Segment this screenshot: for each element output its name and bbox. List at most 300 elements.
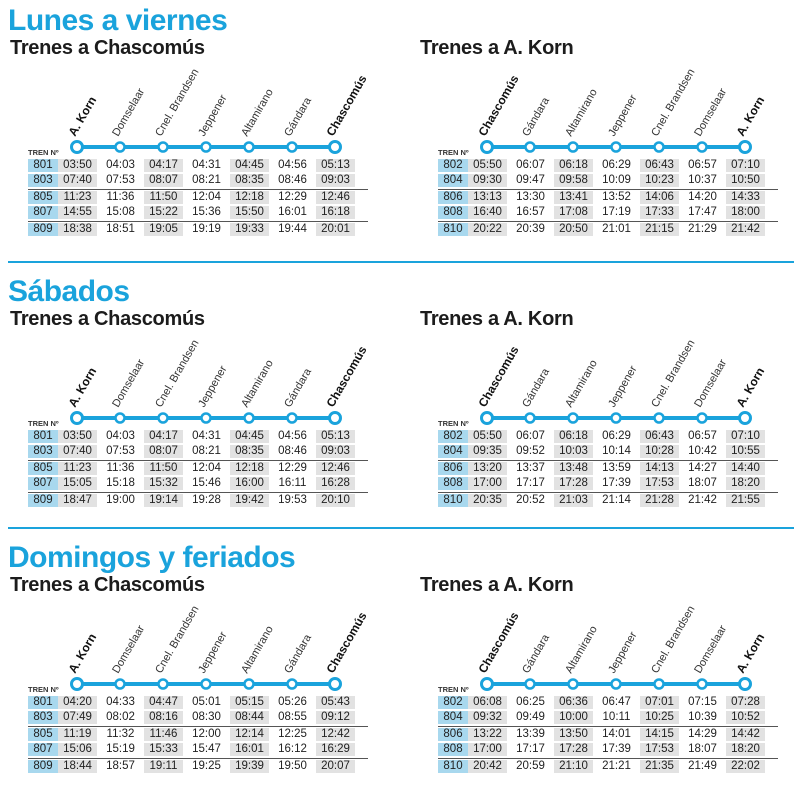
train-number: 801 (28, 159, 58, 172)
station-label: Jeppener (606, 363, 640, 410)
time-cell: 10:37 (688, 174, 717, 186)
time-cell: 08:07 (144, 445, 183, 458)
station-label: Domselaar (110, 357, 148, 410)
time-cell: 19:50 (278, 760, 307, 772)
time-cell: 17:33 (640, 206, 679, 219)
time-cell: 04:17 (144, 430, 183, 443)
station-label: A. Korn (733, 630, 768, 676)
time-cell: 09:32 (468, 711, 507, 724)
time-cell: 12:00 (192, 728, 221, 740)
time-cell: 11:23 (58, 191, 97, 204)
time-cell: 03:50 (58, 430, 97, 443)
table-row (28, 696, 368, 709)
time-cell: 13:59 (602, 462, 631, 474)
time-cell: 18:20 (726, 743, 765, 756)
time-cell: 22:02 (726, 760, 765, 773)
terminal-station-dot (72, 142, 83, 153)
time-cell: 06:29 (602, 430, 631, 442)
station-label: Gándara (282, 632, 315, 676)
train-number: 803 (28, 711, 58, 724)
station-dot (655, 414, 664, 423)
route-line-diagram (10, 4, 398, 144)
time-cell: 16:01 (278, 206, 307, 218)
time-cell: 09:52 (516, 445, 545, 457)
time-cell: 14:29 (688, 728, 717, 740)
table-row (438, 696, 778, 709)
row-group-divider (28, 221, 368, 222)
time-cell: 09:49 (516, 711, 545, 723)
row-group-divider (438, 726, 778, 727)
table-row (438, 174, 778, 187)
time-cell: 11:23 (58, 462, 97, 475)
time-cell: 16:57 (516, 206, 545, 218)
time-cell: 16:12 (278, 743, 307, 755)
time-cell: 18:07 (688, 743, 717, 755)
station-label: Cnel. Brandsen (649, 603, 698, 676)
time-cell: 06:57 (688, 430, 717, 442)
time-cell: 20:01 (316, 223, 355, 236)
station-dot (159, 414, 168, 423)
train-number: 804 (438, 174, 468, 187)
time-cell: 13:39 (516, 728, 545, 740)
time-cell: 12:25 (278, 728, 307, 740)
time-cell: 15:08 (106, 206, 135, 218)
time-cell: 05:50 (468, 159, 507, 172)
table-row (28, 477, 368, 490)
time-cell: 16:18 (316, 206, 355, 219)
time-cell: 08:30 (192, 711, 221, 723)
timetable (420, 541, 800, 791)
time-cell: 09:12 (316, 711, 355, 724)
time-cell: 17:28 (554, 743, 593, 756)
terminal-station-dot (330, 142, 341, 153)
timetable-title: Trenes a A. Korn (420, 308, 574, 330)
train-number-header: TREN Nº (438, 685, 469, 694)
terminal-station-dot (330, 413, 341, 424)
station-label: Cnel. Brandsen (153, 66, 202, 139)
station-dot (698, 143, 707, 152)
time-cell: 13:30 (516, 191, 545, 203)
time-cell: 10:03 (554, 445, 593, 458)
station-label: Gándara (520, 366, 553, 410)
station-dot (526, 143, 535, 152)
time-cell: 06:47 (602, 696, 631, 708)
time-cell: 07:28 (726, 696, 765, 709)
station-label: Gándara (282, 366, 315, 410)
time-cell: 09:03 (316, 174, 355, 187)
train-number: 807 (28, 206, 58, 219)
table-row (438, 760, 778, 773)
time-cell: 18:57 (106, 760, 135, 772)
terminal-station-dot (740, 142, 751, 153)
time-cell: 10:14 (602, 445, 631, 457)
time-cell: 10:11 (602, 711, 631, 723)
station-label: A. Korn (733, 93, 768, 139)
table-row (28, 206, 368, 219)
time-cell: 09:47 (516, 174, 545, 186)
time-cell: 05:26 (278, 696, 307, 708)
train-number-header: TREN Nº (28, 685, 59, 694)
train-number: 803 (28, 445, 58, 458)
time-cell: 18:20 (726, 477, 765, 490)
time-cell: 19:44 (278, 223, 307, 235)
time-cell: 14:27 (688, 462, 717, 474)
train-number: 808 (438, 206, 468, 219)
time-cell: 15:46 (192, 477, 221, 489)
time-cell: 14:15 (640, 728, 679, 741)
time-cell: 08:21 (192, 174, 221, 186)
time-cell: 06:36 (554, 696, 593, 709)
terminal-station-dot (482, 413, 493, 424)
route-line-diagram (10, 275, 398, 415)
time-cell: 10:42 (688, 445, 717, 457)
time-cell: 04:31 (192, 159, 221, 171)
time-cell: 12:04 (192, 191, 221, 203)
table-row (28, 743, 368, 756)
table-row (28, 760, 368, 773)
station-label: Cnel. Brandsen (649, 337, 698, 410)
time-cell: 13:52 (602, 191, 631, 203)
time-cell: 14:42 (726, 728, 765, 741)
train-number: 807 (28, 477, 58, 490)
time-cell: 20:22 (468, 223, 507, 236)
table-row (28, 223, 368, 236)
station-label: Domselaar (110, 86, 148, 139)
time-cell: 15:32 (144, 477, 183, 490)
station-label: Chascomús (323, 72, 370, 139)
time-cell: 15:36 (192, 206, 221, 218)
time-cell: 14:40 (726, 462, 765, 475)
time-cell: 05:50 (468, 430, 507, 443)
station-label: Jeppener (606, 92, 640, 139)
time-cell: 13:13 (468, 191, 507, 204)
time-cell: 12:18 (230, 191, 269, 204)
terminal-station-dot (482, 679, 493, 690)
time-cell: 12:46 (316, 191, 355, 204)
row-group-divider (438, 189, 778, 190)
train-number: 810 (438, 760, 468, 773)
station-label: Jeppener (196, 92, 230, 139)
time-cell: 19:19 (192, 223, 221, 235)
station-dot (288, 143, 297, 152)
time-cell: 19:33 (230, 223, 269, 236)
train-number: 810 (438, 223, 468, 236)
time-cell: 17:17 (516, 743, 545, 755)
table-row (28, 494, 368, 507)
time-cell: 21:28 (640, 494, 679, 507)
time-cell: 05:15 (230, 696, 269, 709)
time-cell: 12:42 (316, 728, 355, 741)
station-dot (116, 680, 125, 689)
time-cell: 12:04 (192, 462, 221, 474)
table-row (438, 728, 778, 741)
station-label: Chascomús (323, 343, 370, 410)
time-cell: 18:07 (688, 477, 717, 489)
table-row (438, 494, 778, 507)
table-row (438, 159, 778, 172)
station-dot (288, 680, 297, 689)
time-cell: 05:13 (316, 159, 355, 172)
train-number: 809 (28, 494, 58, 507)
train-number: 804 (438, 711, 468, 724)
time-cell: 15:18 (106, 477, 135, 489)
time-cell: 19:05 (144, 223, 183, 236)
table-row (438, 206, 778, 219)
time-cell: 11:19 (58, 728, 97, 741)
time-cell: 13:48 (554, 462, 593, 475)
time-cell: 21:29 (688, 223, 717, 235)
time-cell: 19:53 (278, 494, 307, 506)
timetable-title: Trenes a Chascomús (10, 574, 205, 596)
time-cell: 21:35 (640, 760, 679, 773)
station-label: Domselaar (692, 86, 730, 139)
time-cell: 07:15 (688, 696, 717, 708)
time-cell: 06:08 (468, 696, 507, 709)
train-number: 809 (28, 223, 58, 236)
time-cell: 06:29 (602, 159, 631, 171)
table-row (28, 445, 368, 458)
time-cell: 20:42 (468, 760, 507, 773)
row-group-divider (438, 492, 778, 493)
time-cell: 08:46 (278, 445, 307, 457)
time-cell: 10:50 (726, 174, 765, 187)
table-row (28, 191, 368, 204)
time-cell: 10:23 (640, 174, 679, 187)
time-cell: 15:33 (144, 743, 183, 756)
train-number-header: TREN Nº (28, 419, 59, 428)
train-number: 805 (28, 462, 58, 475)
station-label: Altamirano (239, 623, 276, 676)
time-cell: 13:20 (468, 462, 507, 475)
table-row (438, 477, 778, 490)
time-cell: 14:20 (688, 191, 717, 203)
time-cell: 04:45 (230, 430, 269, 443)
row-group-divider (28, 758, 368, 759)
time-cell: 20:10 (316, 494, 355, 507)
station-label: Altamirano (239, 357, 276, 410)
time-cell: 04:33 (106, 696, 135, 708)
station-label: Altamirano (563, 623, 600, 676)
train-number: 807 (28, 743, 58, 756)
row-group-divider (28, 726, 368, 727)
time-cell: 11:36 (106, 191, 135, 203)
time-cell: 17:00 (468, 743, 507, 756)
time-cell: 18:44 (58, 760, 97, 773)
time-cell: 10:00 (554, 711, 593, 724)
time-cell: 11:46 (144, 728, 183, 741)
time-cell: 08:16 (144, 711, 183, 724)
time-cell: 04:56 (278, 159, 307, 171)
row-group-divider (28, 189, 368, 190)
time-cell: 07:01 (640, 696, 679, 709)
station-label: Gándara (520, 632, 553, 676)
time-cell: 13:22 (468, 728, 507, 741)
station-dot (288, 414, 297, 423)
time-cell: 19:25 (192, 760, 221, 772)
time-cell: 21:01 (602, 223, 631, 235)
time-cell: 20:52 (516, 494, 545, 506)
time-cell: 07:40 (58, 445, 97, 458)
time-cell: 12:18 (230, 462, 269, 475)
time-cell: 06:43 (640, 159, 679, 172)
time-cell: 21:10 (554, 760, 593, 773)
time-cell: 17:17 (516, 477, 545, 489)
time-cell: 12:46 (316, 462, 355, 475)
time-cell: 16:29 (316, 743, 355, 756)
table-row (28, 159, 368, 172)
time-cell: 15:47 (192, 743, 221, 755)
time-cell: 17:39 (602, 477, 631, 489)
time-cell: 17:47 (688, 206, 717, 218)
time-cell: 16:40 (468, 206, 507, 219)
row-group-divider (438, 758, 778, 759)
table-row (28, 462, 368, 475)
terminal-station-dot (330, 679, 341, 690)
station-dot (159, 143, 168, 152)
timetable (10, 541, 398, 791)
time-cell: 19:28 (192, 494, 221, 506)
time-cell: 06:18 (554, 159, 593, 172)
station-label: Chascomús (475, 343, 522, 410)
train-number: 809 (28, 760, 58, 773)
station-dot (202, 680, 211, 689)
section-title: Domingos y feriados (8, 541, 296, 574)
station-dot (655, 680, 664, 689)
time-cell: 15:06 (58, 743, 97, 756)
time-cell: 17:39 (602, 743, 631, 755)
station-dot (569, 414, 578, 423)
time-cell: 14:01 (602, 728, 631, 740)
row-group-divider (28, 460, 368, 461)
train-number: 805 (28, 191, 58, 204)
time-cell: 19:14 (144, 494, 183, 507)
train-number: 808 (438, 477, 468, 490)
station-label: Gándara (520, 95, 553, 139)
time-cell: 10:25 (640, 711, 679, 724)
row-group-divider (28, 492, 368, 493)
time-cell: 10:55 (726, 445, 765, 458)
terminal-station-dot (72, 679, 83, 690)
table-row (438, 191, 778, 204)
station-dot (245, 680, 254, 689)
table-row (438, 462, 778, 475)
time-cell: 06:57 (688, 159, 717, 171)
station-dot (116, 414, 125, 423)
table-row (28, 711, 368, 724)
train-number: 805 (28, 728, 58, 741)
time-cell: 12:29 (278, 462, 307, 474)
time-cell: 20:50 (554, 223, 593, 236)
time-cell: 06:18 (554, 430, 593, 443)
train-number: 804 (438, 445, 468, 458)
time-cell: 07:10 (726, 430, 765, 443)
station-label: A. Korn (65, 364, 100, 410)
station-label: A. Korn (65, 93, 100, 139)
time-cell: 05:43 (316, 696, 355, 709)
station-label: Chascomús (475, 609, 522, 676)
time-cell: 20:35 (468, 494, 507, 507)
time-cell: 08:21 (192, 445, 221, 457)
time-cell: 06:07 (516, 430, 545, 442)
time-cell: 15:05 (58, 477, 97, 490)
time-cell: 04:17 (144, 159, 183, 172)
station-dot (526, 680, 535, 689)
time-cell: 04:20 (58, 696, 97, 709)
station-label: Altamirano (563, 86, 600, 139)
time-cell: 12:14 (230, 728, 269, 741)
train-number: 806 (438, 462, 468, 475)
time-cell: 21:21 (602, 760, 631, 772)
station-dot (698, 414, 707, 423)
time-cell: 08:44 (230, 711, 269, 724)
time-cell: 14:06 (640, 191, 679, 204)
time-cell: 14:13 (640, 462, 679, 475)
station-label: Jeppener (196, 363, 230, 410)
table-row (28, 430, 368, 443)
station-label: Domselaar (692, 623, 730, 676)
time-cell: 17:08 (554, 206, 593, 219)
time-cell: 03:50 (58, 159, 97, 172)
time-cell: 10:52 (726, 711, 765, 724)
route-line-diagram (10, 541, 398, 681)
time-cell: 04:56 (278, 430, 307, 442)
section-title: Lunes a viernes (8, 4, 228, 37)
timetable (420, 275, 800, 525)
time-cell: 10:39 (688, 711, 717, 723)
station-label: Altamirano (563, 357, 600, 410)
time-cell: 05:01 (192, 696, 221, 708)
station-label: Domselaar (692, 357, 730, 410)
time-cell: 04:31 (192, 430, 221, 442)
station-dot (159, 680, 168, 689)
train-number-header: TREN Nº (438, 148, 469, 157)
table-row (438, 430, 778, 443)
station-dot (655, 143, 664, 152)
timetable-title: Trenes a A. Korn (420, 574, 574, 596)
terminal-station-dot (740, 413, 751, 424)
time-cell: 21:14 (602, 494, 631, 506)
time-cell: 17:00 (468, 477, 507, 490)
table-row (438, 223, 778, 236)
time-cell: 16:01 (230, 743, 269, 756)
time-cell: 21:49 (688, 760, 717, 772)
route-line-diagram (420, 4, 800, 144)
station-label: Domselaar (110, 623, 148, 676)
station-label: Gándara (282, 95, 315, 139)
time-cell: 19:39 (230, 760, 269, 773)
timetable (10, 275, 398, 525)
time-cell: 18:00 (726, 206, 765, 219)
train-number: 803 (28, 174, 58, 187)
train-number: 801 (28, 696, 58, 709)
time-cell: 16:28 (316, 477, 355, 490)
station-dot (245, 414, 254, 423)
time-cell: 09:58 (554, 174, 593, 187)
time-cell: 04:45 (230, 159, 269, 172)
time-cell: 07:53 (106, 174, 135, 186)
time-cell: 19:42 (230, 494, 269, 507)
time-cell: 07:10 (726, 159, 765, 172)
time-cell: 11:50 (144, 462, 183, 475)
time-cell: 06:07 (516, 159, 545, 171)
train-number: 808 (438, 743, 468, 756)
time-cell: 04:03 (106, 430, 135, 442)
time-cell: 15:22 (144, 206, 183, 219)
time-cell: 16:00 (230, 477, 269, 490)
time-cell: 09:03 (316, 445, 355, 458)
time-cell: 08:07 (144, 174, 183, 187)
station-dot (612, 414, 621, 423)
